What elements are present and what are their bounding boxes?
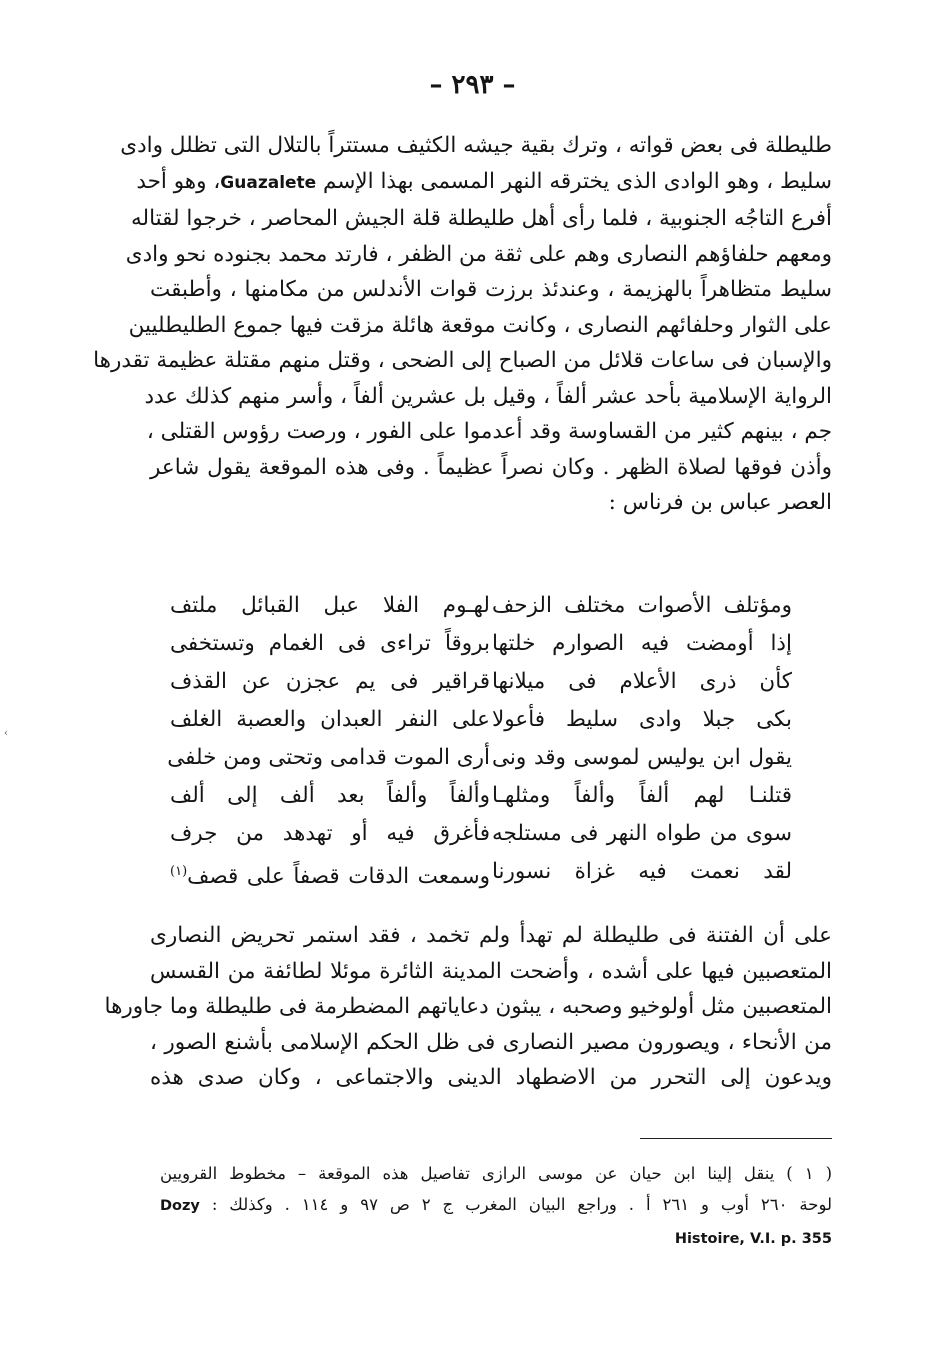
text-line: المتعصبين فيها على أشده ، وأضحت المدينة الثائرة موئلا لطائفة من القسس (150, 958, 832, 984)
text-line: الرواية الإسلامية بأحد عشر ألفاً ، وقيل بل عشرين ألفاً ، وأسر منهم كذلك عدد (144, 383, 832, 409)
paragraph-2 (104, 918, 832, 1096)
page-number: – ٢٩٣ – (429, 70, 516, 100)
poem-first-hemistich: سوى من طواه النهر فى مستلجه (492, 821, 792, 846)
footnote-line (160, 1222, 832, 1255)
text-line: وأذن فوقها لصلاة الظهر . وكان نصراً عظيماً . وفى هذه الموقعة يقول شاعر (150, 454, 832, 480)
poem-second-hemistich: بروقاً تراءى فى الغمام وتستخفى (170, 631, 490, 656)
poem-verse (150, 663, 832, 701)
poem-verse (150, 587, 832, 625)
poem-verse (150, 701, 832, 739)
poem-verse (150, 853, 832, 891)
footnote-divider (640, 1138, 832, 1139)
text-line: على أن الفتنة فى طليطلة لم تهدأ ولم تخمد ، فقد استمر تحريض النصارى (150, 923, 832, 948)
poem-first-hemistich: كأن ذرى الأعلام فى ميلانها (492, 669, 792, 694)
poem-verse (150, 777, 832, 815)
footnote-line: ( ١ ) ينقل إلينا ابن حيان عن موسى الرازى تفاصيل هذه الموقعة – مخطوط القرويين (160, 1164, 833, 1183)
text-line: على الثوار وحلفائهم النصارى ، وكانت موقعة هائلة مزقت فيها جموع الطليطليين (128, 312, 832, 338)
poem-first-hemistich: بكى جبلا وادى سليط فأعولا (492, 707, 792, 732)
text-segment: سليط ، وهو الوادى الذى يخترقه النهر المسمى بهذا الإسم (316, 168, 832, 194)
poem-first-hemistich: لقد نعمت فيه غزاة نسورنا (492, 859, 792, 884)
poem-verse (150, 739, 832, 777)
text-line: جم ، بينهم كثير من القساوسة وقد أعدموا على الفور ، ورصت رؤوس القتلى ، (146, 419, 832, 444)
poem-first-hemistich: قتلنـا لهم ألفاً وألفاً ومثلهـا (492, 783, 792, 808)
text-line: سليط متظاهراً بالهزيمة ، وعندئذ برزت قوات الأندلس من مكامنها ، وأطبقت (150, 277, 832, 302)
footnote-reference: Histoire, V.I. p. 355 (674, 1231, 832, 1247)
text-line: طليطلة فى بعض قواته ، وترك بقية جيشه الكثيف مستتراً بالتلال التى تظلل وادى (120, 133, 832, 158)
footnote-text: لوحة ٢٦٠ أوب و ٢٦١ أ . وراجع البيان المغرب ج ٢ ص ٩٧ و ١١٤ . وكذلك : (211, 1195, 832, 1214)
poem-second-hemistich: وألفاً وألفاً بعد ألف إلى ألف (170, 783, 490, 808)
text-line: المتعصبين مثل أولوخيو وصحبه ، يبثون دعاياتهم المضطرمة فى طليطلة وما جاورها (104, 994, 832, 1019)
text-segment: ، وهو أحد (136, 168, 221, 194)
text-line: ومعهم حلفاؤهم النصارى وهم على ثقة من الظفر ، فارتد محمد بجنوده نحو وادى (125, 241, 832, 267)
poem-second-hemistich (170, 853, 490, 891)
poem-second-hemistich: فأغرق فيه أو تهدهد من جرف (170, 821, 490, 846)
footnote (160, 1158, 832, 1255)
poem-second-hemistich: قراقير فى يم عجزن عن القذف (170, 669, 490, 694)
paragraph-1 (93, 128, 832, 521)
poem-first-hemistich: يقول ابن يوليس لموسى وقد ونى (492, 745, 792, 770)
footnote-marker: (١) (170, 864, 188, 879)
text-line: أفرع التاجُه الجنوبية ، فلما رأى أهل طليطلة قلة الجيش المحاصر ، خرجوا لقتاله (131, 206, 832, 231)
text-line (136, 164, 832, 202)
latin-term: Guazalete (220, 172, 317, 193)
hemistich-text: وسمعت الدقات قصفاً على قصف (187, 864, 490, 890)
text-line: ويدعون إلى التحرر من الاضطهاد الدينى والاجتماعى ، وكان صدى هذه (150, 1065, 832, 1090)
footnote-author: Dozy (160, 1198, 200, 1214)
text-line: العصر عباس بن فرناس : (608, 490, 832, 515)
poem-first-hemistich: إذا أومضت فيه الصوارم خلتها (492, 631, 792, 656)
poem-second-hemistich: أرى الموت قدامى وتحتى ومن خلفى (167, 745, 490, 770)
poem-first-hemistich: ومؤتلف الأصوات مختلف الزحف (492, 593, 792, 618)
footnote-line (160, 1189, 832, 1222)
margin-mark: ‹ (4, 728, 8, 739)
text-line: والإسبان فى ساعات قلائل من الصباح إلى الضحى ، وقتل منهم مقتلة عظيمة تقدرها (93, 348, 832, 373)
text-line: من الأنحاء ، ويصورون مصير النصارى فى ظل الحكم الإسلامى بأشنع الصور ، (150, 1029, 832, 1055)
poem-verse (150, 815, 832, 853)
poem-verse (150, 625, 832, 663)
poem-second-hemistich: لهـوم الفلا عبل القبائل ملتف (170, 593, 490, 618)
poem-second-hemistich: على النفر العبدان والعصبة الغلف (170, 707, 490, 732)
poem (150, 587, 832, 891)
